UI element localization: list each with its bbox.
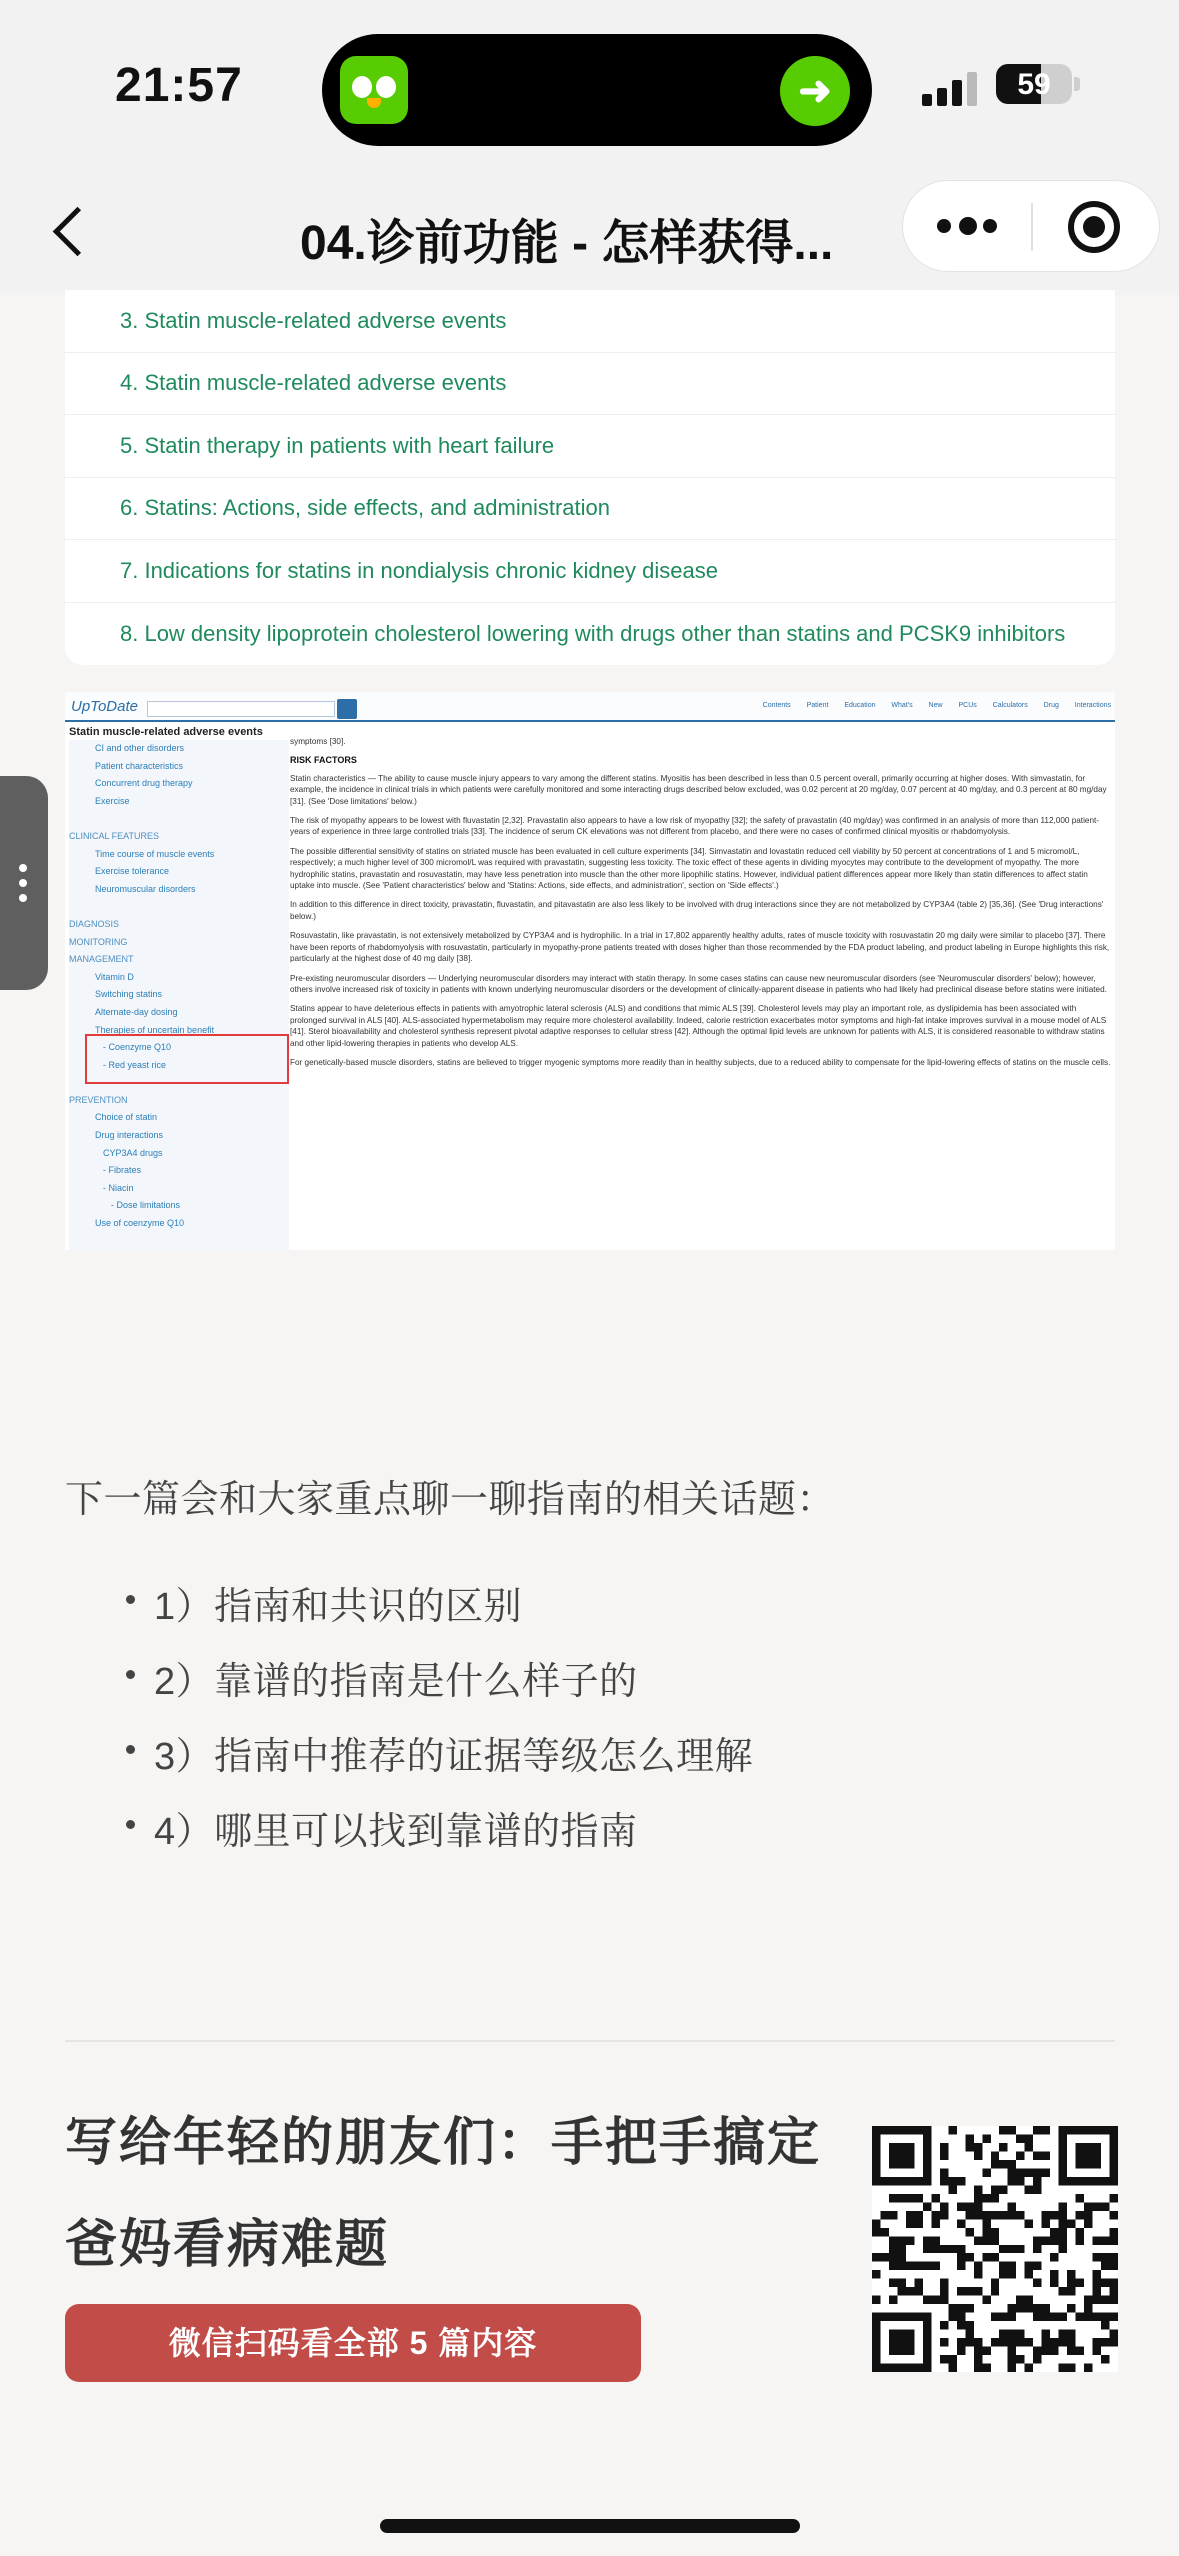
topic-item: 3）指南中推荐的证据等级怎么理解 [120,1725,753,1800]
list-item[interactable]: 8. Low density lipoprotein cholesterol lowering with drugs other than statins and PCSK9 inhibitors [120,620,1066,646]
toc-item: Drug interactions [95,1130,164,1141]
back-chevron-icon[interactable] [44,188,94,268]
list-item[interactable]: 6. Statins: Actions, side effects, and administration [65,478,1115,541]
promo-title [65,2092,865,2296]
battery-icon [996,64,1072,104]
section-title: RISK FACTORS [290,755,357,766]
toc-item [69,898,289,916]
arrow-right-icon[interactable]: ➜ [780,56,850,126]
capsule-divider [1031,203,1033,251]
topic-item: 4）哪里可以找到靠谱的指南 [120,1800,753,1875]
toc-item: Exercise tolerance [95,866,170,877]
signal-icon [922,70,982,106]
toc-item: - Niacin [103,1182,134,1193]
toc-item: Exercise [95,795,130,806]
miniprogram-capsule [902,180,1160,272]
promo-title-line-2: 爸妈看病难题 [65,2216,390,2274]
home-indicator[interactable] [380,2519,800,2533]
uptodate-body [290,736,1112,1246]
uptodate-toc [69,740,289,1250]
toc-item: CLINICAL FEATURES [69,830,160,841]
body-paragraph: Rosuvastatin, like pravastatin, is not extensively metabolized by CYP3A4 and is hydrophilic. In a trial in 17,802 apparently healthy adults, rates of muscle toxicity with rosuvastatin 20 mg daily were similar to placebo [37]. There have been reports of rhabdomyolysis with rosuvastatin, particularly in myopathy-prone patients treated with doses higher than those recommended by the FDA product labeling, and product labeling in Europe highlights this risk, particularly at the highest dose of 40 mg daily [38]. [290,931,1110,964]
toc-item: MANAGEMENT [69,954,134,965]
toc-item: - Fibrates [103,1165,142,1176]
section-divider [65,2040,1115,2042]
battery-cap [1074,77,1080,91]
toc-item: - Red yeast rice [103,1059,167,1070]
topic-item: 2）靠谱的指南是什么样子的 [120,1650,753,1725]
body-paragraph: Statins appear to have deleterious effects in patients with amyotrophic lateral sclerosis (ALS) and conditions that mimic ALS [39]. Cholesterol levels may play an important role, as dyslipidemia has been associated with prolonged survival in ALS [40]. ALS-associated hypermetabolism may require more cholesterol availability. Indeed, calorie restriction exacerbates motor symptoms and high-fat intake improves survival in a mouse model of ALS [41]. Sterol bioavailability and cholesterol synthesis represent pivotal adaptive responses to cellular stress [42]. Although the optimal lipid levels are unknown for patients with ALS, it is considered reasonable to withdraw statins and other lipid-lowering therapies in patients who develop ALS. [290,1004,1107,1048]
topic-list [120,1575,753,1875]
body-paragraph: Pre-existing neuromuscular disorders — Underlying neuromuscular disorders may interact with statin therapy. In some cases statins can cause new neuromuscular disorders (see 'Neuromuscular disorders' below); however, others involve increased risk of toxicity in patients with known underlying neuromuscular disorders or the development of clinically-apparent disease in patients who had likely had preclinical disease before statins were initiated. [290,973,1107,994]
toc-item: CYP3A4 drugs [103,1147,163,1158]
body-head: symptoms [30]. [290,737,346,746]
body-paragraph: The possible differential sensitivity of statins on striated muscle has been evaluated in cell culture experiments [34]. Simvastatin and lovastatin reduced cell viability by 50 percent at concentrations of 1 and 5 micromol/L, respectively; a much higher level of 300 micromol/L was required with pravastatin, suggesting less toxicity. The toxic effect of these agents in dividing myocytes may contribute to the development of myopathy. The more hydrophilic statins, pravastatin and rosuvastatin, may have less penetration into muscle than the other more lipophilic statins. However, individual patient differences appear more likely than statin differences to affect statin uptake into muscle. (See 'Patient characteristics' below and 'Statins: Actions, side effects, and administration', section on 'Side effects'.) [290,846,1088,891]
dynamic-island[interactable] [322,34,872,146]
body-paragraph: In addition to this difference in direct toxicity, pravastatin, fluvastatin, and pitavastatin are also less likely to be involved with drug interactions since they are not metabolized by CYP3A4 (table 2) [35,36]. (See 'Drug interactions' below.) [290,900,1104,921]
uptodate-logo: UpToDate [71,698,138,715]
related-articles-list [65,290,1115,665]
toc-item: Patient characteristics [95,760,184,771]
page-title: 04.诊前功能 - 怎样获得... [300,217,834,270]
toc-item: Alternate-day dosing [95,1006,178,1017]
list-item[interactable]: 3. Statin muscle-related adverse events [65,290,1115,353]
uptodate-search-input [147,701,335,717]
uptodate-doc-title: Statin muscle-related adverse events [69,726,263,738]
list-item[interactable]: 4. Statin muscle-related adverse events [65,353,1115,416]
toc-item: Concurrent drug therapy [95,778,193,789]
toc-item: Use of coenzyme Q10 [95,1218,185,1229]
duolingo-owl-icon[interactable] [340,56,408,124]
qr-code-icon[interactable] [872,2126,1118,2372]
toc-item [69,810,289,828]
battery-level: 59 [1017,68,1051,101]
body-paragraph: For genetically-based muscle disorders, statins are believed to trigger myogenic symptoms more readily than in healthy subjects, due to a reduced ability to compensate for the lipid-lowering effects of statins on the muscle cells. [290,1057,1111,1067]
toc-item: Therapies of uncertain benefit [95,1024,215,1035]
uptodate-header [65,692,1115,722]
body-paragraph: The risk of myopathy appears to be lowest with fluvastatin [2,32]. Pravastatin also appears to have a low risk of myopathy [32]; the safety of pravastatin (40 mg/day) was confirmed in an analysis of more than 112,000 patient-years of experience in three large controlled trials [33]. The incidence of serum CK elevations was not different from placebo, and there were no cases of confirmed clinical myositis or rhabdomyolysis. [290,816,1100,837]
more-dots-icon[interactable] [937,213,999,241]
nav-bar [0,180,1179,295]
toc-item: Time course of muscle events [95,848,215,859]
uptodate-top-links: Contents Patient Education What's New PCUs Calculators Drug Interactions [762,702,1111,709]
uptodate-screenshot [65,692,1115,1250]
toc-item: Vitamin D [95,971,134,982]
scan-wechat-button[interactable]: 微信扫码看全部 5 篇内容 [65,2304,641,2382]
side-drawer-handle[interactable] [0,776,48,990]
topic-item: 1）指南和共识的区别 [120,1575,753,1650]
toc-item: Switching statins [95,989,163,1000]
intro-text: 下一篇会和大家重点聊一聊指南的相关话题： [65,1479,836,1521]
toc-item: - Coenzyme Q10 [103,1042,172,1053]
body-paragraph: Statin characteristics — The ability to cause muscle injury appears to vary among the different statins. Myositis has been described in less than 0.5 percent overall, primarily occurring at higher doses. With simvastatin, for example, the incidence in clinical trials in which patients were carefully monitored and some interacting drugs described below excluded, was 0.02 percent at 20 mg/day, 0.07 percent at 40 mg/day, and 0.3 percent at 80 mg/day [31]. (See 'Dose limitations' below.) [290,773,1107,806]
status-bar [0,0,1179,180]
promo-title-line-1: 写给年轻的朋友们：手把手搞定 [65,2114,822,2172]
toc-item: Choice of statin [95,1112,158,1123]
toc-item: - Dose limitations [111,1200,181,1211]
list-item[interactable]: 5. Statin therapy in patients with heart failure [65,415,1115,478]
toc-item: Neuromuscular disorders [95,883,196,894]
highlight-box [85,1034,289,1084]
list-item[interactable]: 7. Indications for statins in nondialysis chronic kidney disease [65,540,1115,603]
toc-item: DIAGNOSIS [69,918,120,929]
toc-item: CI and other disorders [95,743,185,753]
toc-item: PREVENTION [69,1094,128,1105]
toc-item: MONITORING [69,936,128,947]
close-miniprogram-icon[interactable] [1068,201,1120,253]
status-time: 21:57 [115,59,243,112]
search-icon [337,699,357,719]
